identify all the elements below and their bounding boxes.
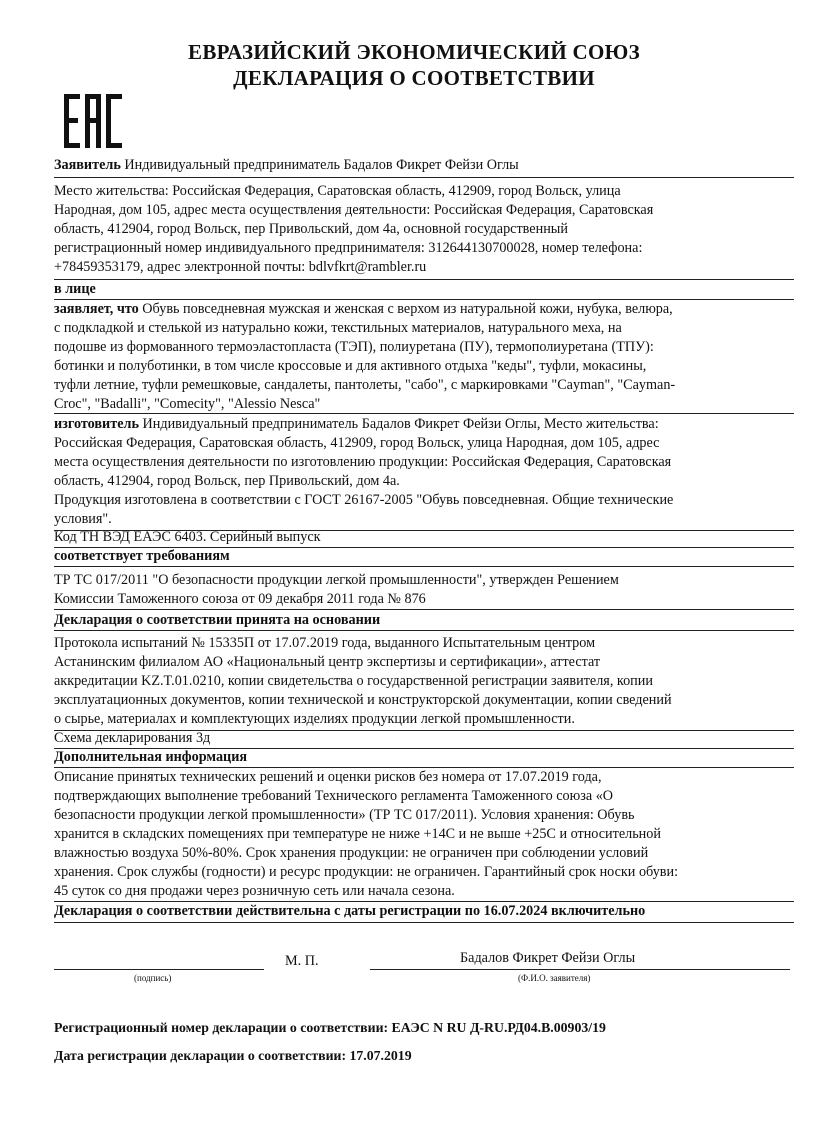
applicant-line [54,156,794,175]
additional-line: 45 суток со дня продажи через розничную сеть или начала сезона. [54,883,455,899]
additional-label: Дополнительная информация [54,749,248,765]
additional-line: безопасности продукции легкой промышленности» (ТР ТС 017/2011). Условия хранения: Обувь [54,807,635,823]
manufacturer-line: Продукция изготовлена в соответствии с ГОСТ 26167-2005 "Обувь повседневная. Общие технические [54,492,674,508]
manufacturer-line: условия". [54,511,112,527]
basis-line: Астанинским филиалом АО «Национальный центр экспертизы и сертификации», аттестат [54,654,601,670]
declares-block [54,300,794,414]
complies-line: ТР ТС 017/2011 "О безопасности продукции легкой промышленности", утвержден Решением [54,572,619,588]
applicant-name: Индивидуальный предприниматель Бадалов Фикрет Фейзи Оглы [124,157,519,173]
additional-line: хранения. Срок службы (годности) и ресурс продукции: не ограничен. Гарантийный срок носки обуви: [54,864,679,880]
declares-line: туфли летние, туфли ремешковые, сандалеты, пантолеты, "сабо", с маркировками "Cayman", "Cayman- [54,377,676,393]
validity-statement: Декларация о соответствии действительна с даты регистрации по 16.07.2024 включительно [54,903,646,919]
manufacturer-block [54,415,794,529]
address-line: область, 412904, город Вольск, пер Привольский, дом 4а, основной государственный [54,221,568,237]
declares-label: заявляет, что [54,301,139,317]
basis-line: Протокола испытаний № 15335П от 17.07.2019 года, выданного Испытательным центром [54,635,596,651]
divider [54,630,794,631]
address-line: регистрационный номер индивидуального предпринимателя: 312644130700028, номер телефона: [54,240,643,256]
basis-label: Декларация о соответствии принята на основании [54,612,381,628]
document-title-line1: ЕВРАЗИЙСКИЙ ЭКОНОМИЧЕСКИЙ СОЮЗ [188,40,640,64]
basis-line: аккредитации KZ.T.01.0210, копии свидетельства о государственной регистрации заявителя, копии [54,673,653,689]
declaration-scheme: Схема декларирования 3д [54,730,211,746]
complies-line: Комиссии Таможенного союза от 09 декабря 2011 года № 876 [54,591,426,607]
signature-line [54,969,264,970]
divider [54,566,794,567]
divider [54,922,794,923]
declares-line: ботинки и полуботинки, в том числе кроссовые и для активного отдыха "кеды", туфли, мокасины, [54,358,647,374]
additional-block [54,768,794,901]
registration-number: Регистрационный номер декларации о соответствии: ЕАЭС N RU Д-RU.РД04.В.00903/19 [54,1020,606,1035]
manufacturer-line: Российская Федерация, Саратовская область, 412909, город Вольск, улица Народная, дом 105, адрес [54,435,660,451]
declares-line: Croc", "Badalli", "Comecity", "Alessio Nesca" [54,396,321,412]
additional-line: Описание принятых технических решений и оценки рисков без номера от 17.07.2019 года, [54,769,602,785]
applicant-signature-name: Бадалов Фикрет Фейзи Оглы [460,950,636,966]
address-line: +78459353179, адрес электронной почты: bdlvfkrt@rambler.ru [54,259,427,275]
declares-line: подошве из формованного термоэластопласта (ТЭП), полиуретана (ПУ), термополиуретана (ТПУ): [54,339,654,355]
signature-caption: (подпись) [134,973,172,983]
tn-ved-code: Код ТН ВЭД ЕАЭС 6403. Серийный выпуск [54,529,321,545]
basis-line: о сырье, материалах и комплектующих изделиях продукции легкой промышленности. [54,711,575,727]
declares-line: с подкладкой и стелькой из натурально кожи, текстильных материалов, натурального меха, на [54,320,622,336]
additional-line: хранится в складских помещениях при температуре не ниже +14С и не выше +25С и относительной [54,826,661,842]
complies-block [54,571,794,609]
manufacturer-text: Индивидуальный предприниматель Бадалов Фикрет Фейзи Оглы, Место жительства: [138,416,659,432]
manufacturer-line: места осуществления деятельности по изготовлению продукции: Российская Федерация, Саратовская [54,454,672,470]
registration-date: Дата регистрации декларации о соответствии: 17.07.2019 [54,1048,412,1063]
manufacturer-line: область, 412904, город Вольск, пер Привольский, дом 4а. [54,473,400,489]
stamp-place-label: М. П. [285,953,319,969]
eac-logo [62,92,124,150]
additional-line: подтверждающих выполнение требований Технического регламента Таможенного союза «О [54,788,614,804]
applicant-label: Заявитель [54,157,121,173]
divider [54,177,794,178]
address-line: Народная, дом 105, адрес места осуществления деятельности: Российская Федерация, Саратовская [54,202,654,218]
basis-block [54,634,794,729]
in-person-label: в лице [54,281,96,297]
document-title-line2: ДЕКЛАРАЦИЯ О СООТВЕТСТВИИ [233,66,595,90]
fio-line [370,969,790,970]
complies-label: соответствует требованиям [54,548,230,564]
basis-line: эксплуатационных документов, копии технической и конструкторской документации, копии сведений [54,692,672,708]
fio-caption: (Ф.И.О. заявителя) [518,973,591,983]
declares-text: Обувь повседневная мужская и женская с верхом из натуральной кожи, нубука, велюра, [138,301,673,317]
manufacturer-label: изготовитель [54,416,139,432]
additional-line: влажностью воздуха 50%-80%. Срок хранения продукции: не ограничен при соблюдении условий [54,845,649,861]
divider [54,413,794,414]
divider [54,609,794,610]
address-line: Место жительства: Российская Федерация, Саратовская область, 412909, город Вольск, улица [54,183,621,199]
address-block [54,182,794,277]
